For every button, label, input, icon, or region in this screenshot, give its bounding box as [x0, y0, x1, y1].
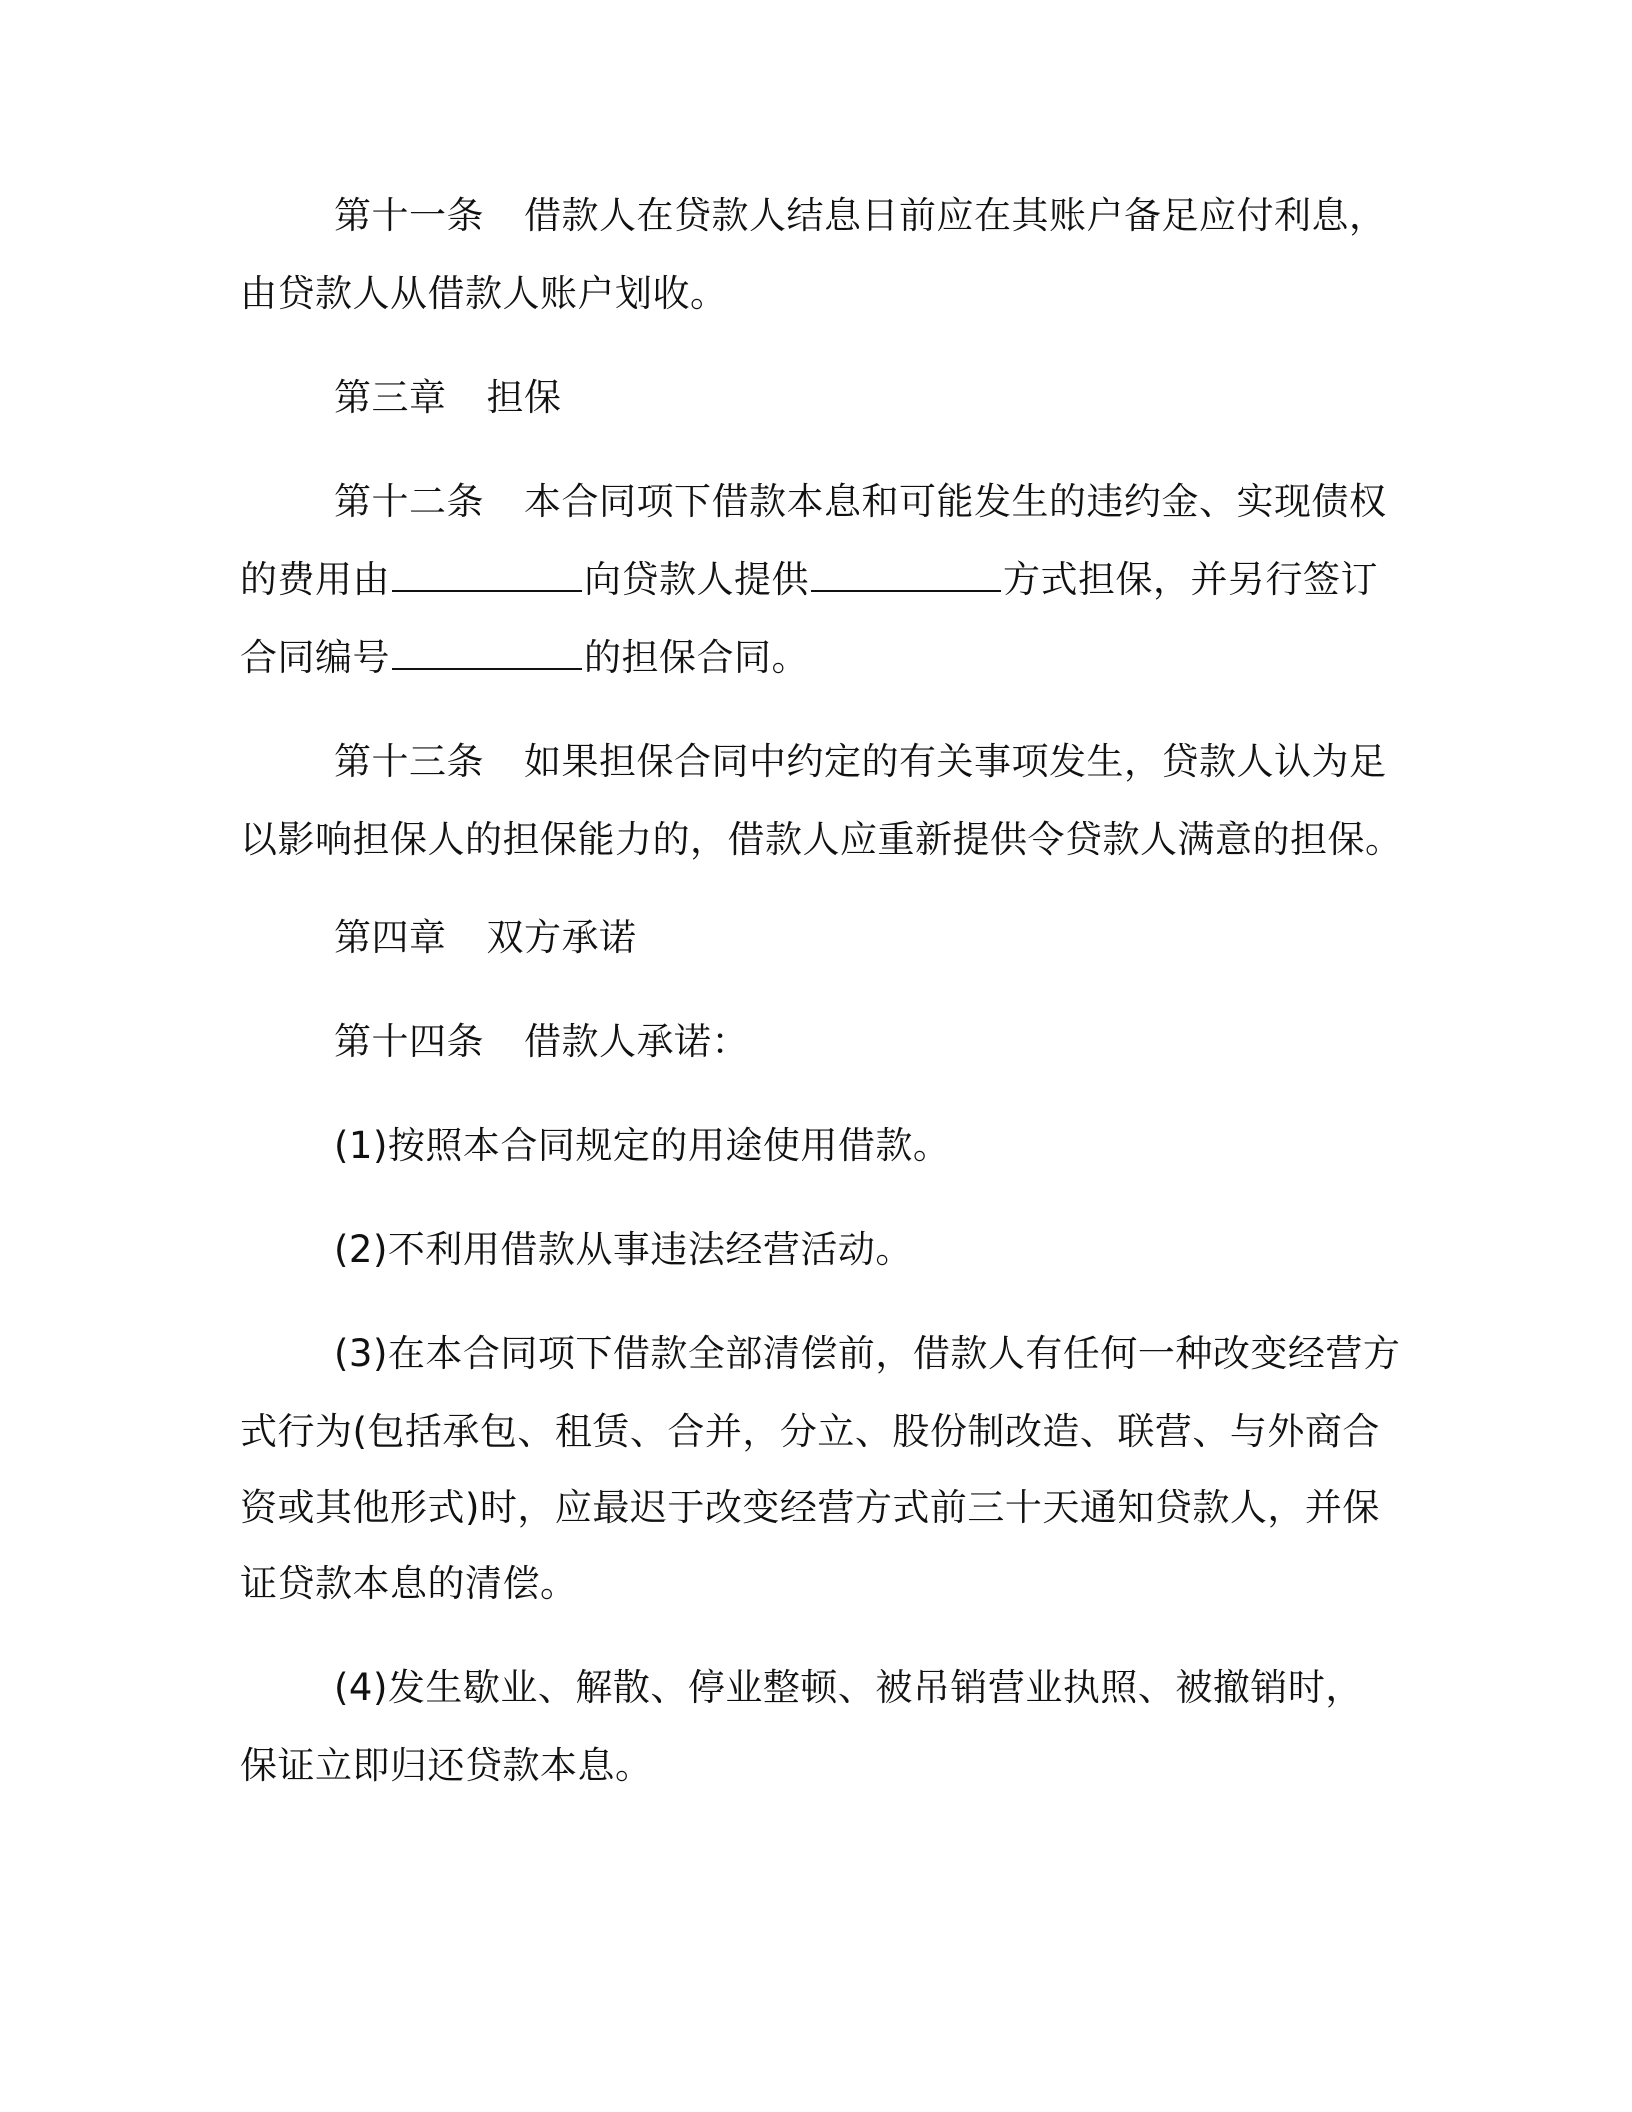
- article-12-text-3b: 的担保合同。: [584, 636, 809, 679]
- article-13-text-1: 如果担保合同中约定的有关事项发生，贷款人认为足: [524, 740, 1387, 783]
- article-11-number: 第十一条: [334, 194, 484, 237]
- article-12-text-2a: 的费用由: [240, 558, 390, 601]
- article-11-line-1: [334, 192, 1387, 240]
- article-14-number: 第十四条: [334, 1020, 484, 1063]
- article-12-text-3a: 合同编号: [240, 636, 390, 679]
- article-11-line-2: [240, 270, 728, 318]
- commitment-item-4-text-1: (4)发生歇业、解散、停业整顿、被吊销营业执照、被撤销时，: [334, 1666, 1363, 1709]
- commitment-item-3-text-1: (3)在本合同项下借款全部清偿前，借款人有任何一种改变经营方: [334, 1332, 1401, 1375]
- chapter-3-title: 担保: [486, 376, 562, 419]
- commitment-item-3-line-1: [334, 1330, 1400, 1378]
- article-11-text-1: 借款人在贷款人结息日前应在其账户备足应付利息，: [524, 194, 1387, 237]
- article-12-line-2: [240, 556, 1378, 604]
- article-12-number: 第十二条: [334, 480, 484, 523]
- article-12-text-2c: 方式担保，并另行签订: [1003, 558, 1378, 601]
- commitment-item-1-text: (1)按照本合同规定的用途使用借款。: [334, 1124, 951, 1167]
- chapter-4-number: 第四章: [334, 916, 447, 959]
- chapter-3-number: 第三章: [334, 376, 447, 419]
- article-13-number: 第十三条: [334, 740, 484, 783]
- commitment-item-3-line-4: [240, 1560, 578, 1608]
- article-11-text-2: 由贷款人从借款人账户划收。: [240, 272, 728, 315]
- article-12-text-2b: 向贷款人提供: [584, 558, 809, 601]
- guarantor-blank: [392, 556, 582, 592]
- commitment-item-3-text-2: 式行为(包括承包、租赁、合并，分立、股份制改造、联营、与外商合: [240, 1410, 1380, 1453]
- article-14-heading: [334, 1018, 749, 1066]
- article-12-line-3: [240, 634, 809, 682]
- article-13-line-2: [240, 816, 1403, 864]
- commitment-item-1: [334, 1122, 950, 1170]
- commitment-item-4-line-1: [334, 1664, 1363, 1712]
- commitment-item-2: [334, 1226, 913, 1274]
- chapter-4-heading: [334, 914, 637, 962]
- article-13-line-1: [334, 738, 1387, 786]
- contract-number-blank: [392, 634, 582, 670]
- article-13-text-2: 以影响担保人的担保能力的，借款人应重新提供令贷款人满意的担保。: [240, 818, 1403, 861]
- article-12-line-1: [334, 478, 1387, 526]
- guarantee-method-blank: [811, 556, 1001, 592]
- commitment-item-2-text: (2)不利用借款从事违法经营活动。: [334, 1228, 913, 1271]
- commitment-item-3-text-3: 资或其他形式)时，应最迟于改变经营方式前三十天通知贷款人，并保: [240, 1486, 1380, 1529]
- commitment-item-3-line-3: [240, 1484, 1380, 1532]
- commitment-item-4-line-2: [240, 1742, 653, 1790]
- commitment-item-3-text-4: 证贷款本息的清偿。: [240, 1562, 578, 1605]
- commitment-item-4-text-2: 保证立即归还贷款本息。: [240, 1744, 653, 1787]
- commitment-item-3-line-2: [240, 1408, 1380, 1456]
- chapter-4-title: 双方承诺: [486, 916, 637, 959]
- chapter-3-heading: [334, 374, 562, 422]
- article-14-title: 借款人承诺：: [524, 1020, 749, 1063]
- article-12-text-1: 本合同项下借款本息和可能发生的违约金、实现债权: [524, 480, 1387, 523]
